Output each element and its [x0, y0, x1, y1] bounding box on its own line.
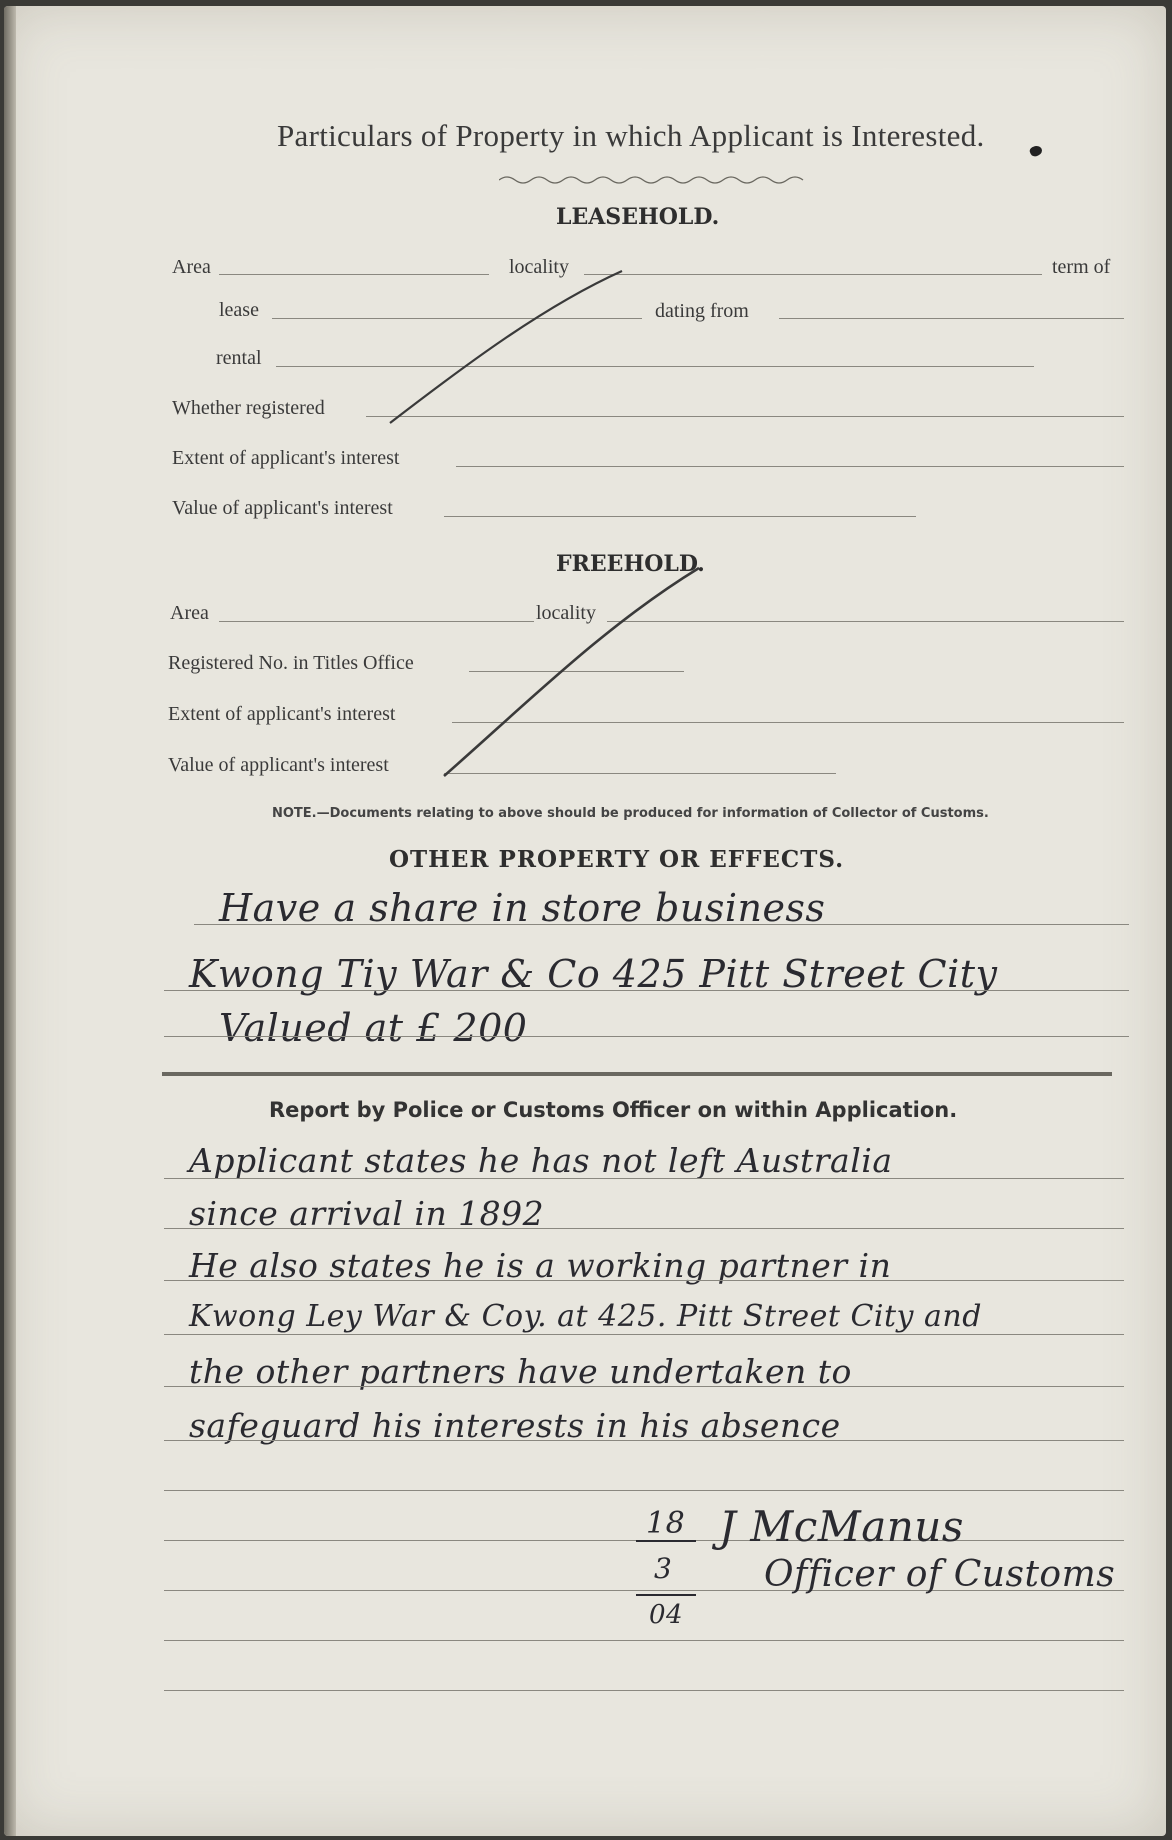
report-line-2: since arrival in 1892: [189, 1194, 545, 1233]
freehold-titles-label: Registered No. in Titles Office: [168, 652, 414, 674]
other-ruled-line-2: [164, 990, 1129, 991]
leasehold-heading: LEASEHOLD.: [556, 204, 720, 230]
report-line-4: Kwong Ley War & Coy. at 425. Pitt Street City and: [189, 1299, 982, 1334]
report-ruled-line-10: [164, 1640, 1124, 1641]
freehold-value-label: Value of applicant's interest: [168, 754, 389, 776]
report-date-day: 18: [646, 1506, 686, 1541]
leasehold-term-label: term of: [1052, 256, 1111, 278]
report-date-year: 04: [649, 1600, 684, 1630]
report-line-3: He also states he is a working partner in: [189, 1246, 892, 1285]
freehold-area-label: Area: [170, 602, 209, 624]
report-ruled-line-6: [164, 1440, 1124, 1441]
documents-note: NOTE.—Documents relating to above should be produced for information of Collector of Customs.: [272, 806, 989, 821]
report-ruled-line-1: [164, 1178, 1124, 1179]
other-property-line-2: Kwong Tiy War & Co 425 Pitt Street City: [189, 952, 998, 996]
report-ruled-line-7: [164, 1490, 1124, 1491]
other-property-line-3: Valued at £ 200: [219, 1006, 528, 1050]
freehold-strike: [444, 568, 699, 776]
leasehold-lease-label: lease: [219, 299, 259, 321]
date-fraction-line: [636, 1540, 696, 1542]
date-fraction-line-2: [636, 1594, 696, 1596]
other-ruled-line-1: [194, 924, 1129, 925]
officer-title: Officer of Customs: [764, 1554, 1116, 1595]
other-property-line-1: Have a share in store business: [219, 886, 826, 930]
report-ruled-line-5: [164, 1386, 1124, 1387]
report-line-6: safeguard his interests in his absence: [189, 1406, 841, 1445]
report-line-5: the other partners have undertaken to: [189, 1352, 852, 1391]
leasehold-locality-label: locality: [509, 256, 569, 278]
leasehold-extent-label: Extent of applicant's interest: [172, 447, 400, 469]
leasehold-value-label: Value of applicant's interest: [172, 497, 393, 519]
report-line-1: Applicant states he has not left Australia: [189, 1141, 893, 1180]
other-property-heading: OTHER PROPERTY OR EFFECTS.: [389, 846, 845, 873]
other-ruled-line-3: [164, 1036, 1129, 1037]
section-divider: [162, 1072, 1112, 1076]
leasehold-strike: [390, 271, 622, 423]
officer-signature: J McManus: [719, 1502, 964, 1551]
leasehold-area-label: Area: [172, 256, 211, 278]
leasehold-rental-label: rental: [216, 347, 262, 369]
page-title: Particulars of Property in which Applicant is Interested.: [277, 118, 985, 153]
report-ruled-line-3: [164, 1280, 1124, 1281]
leasehold-registered-label: Whether registered: [172, 397, 325, 419]
report-ruled-line-4: [164, 1334, 1124, 1335]
freehold-extent-label: Extent of applicant's interest: [168, 703, 396, 725]
leasehold-dating-label: dating from: [655, 300, 749, 322]
report-ruled-line-11: [164, 1690, 1124, 1691]
freehold-heading: FREEHOLD.: [556, 551, 705, 577]
report-date-month: 3: [654, 1552, 673, 1585]
report-heading: Report by Police or Customs Officer on within Application.: [269, 1098, 958, 1122]
report-ruled-line-2: [164, 1228, 1124, 1229]
freehold-locality-label: locality: [536, 602, 596, 624]
application-form-page: [4, 6, 1166, 1836]
